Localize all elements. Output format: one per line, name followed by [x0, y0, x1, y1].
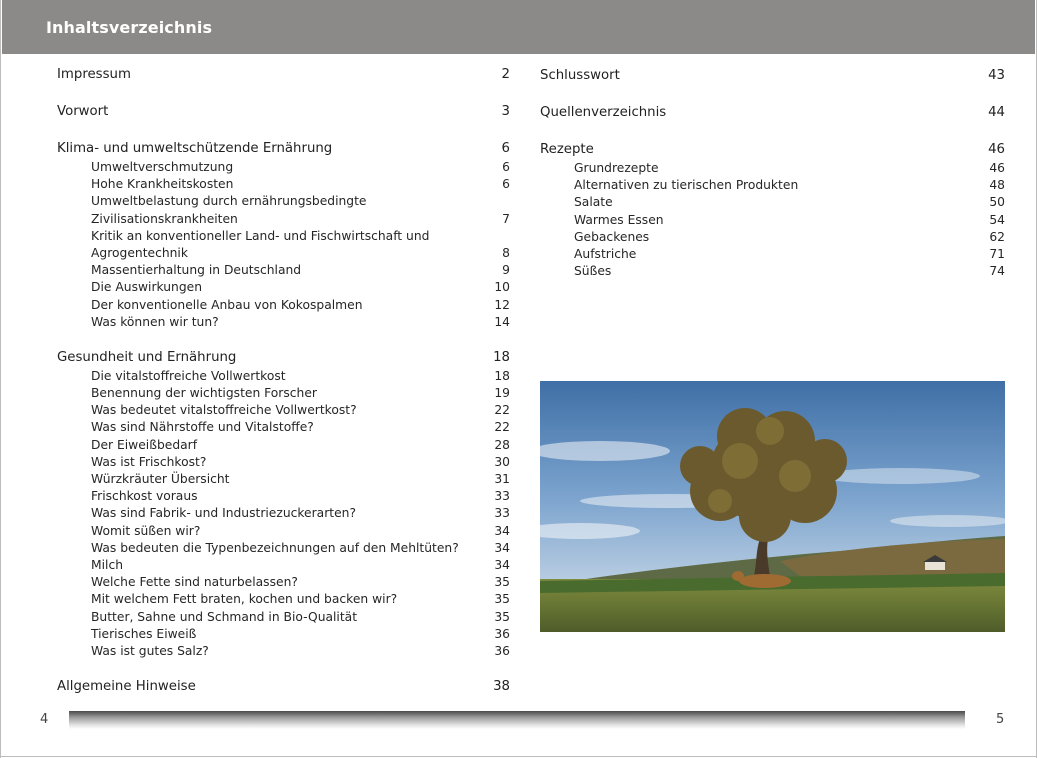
toc-chapter-entry[interactable]: [57, 65, 510, 85]
toc-subentry[interactable]: [540, 160, 1005, 177]
toc-subentry-title: Süßes: [574, 264, 612, 279]
toc-chapter-page: 43: [988, 68, 1005, 83]
toc-subentry[interactable]: [57, 488, 510, 505]
toc-subentry[interactable]: [57, 437, 510, 454]
toc-subentry[interactable]: [540, 263, 1005, 280]
toc-subentry-page: 34: [494, 540, 510, 555]
toc-subentry-page: 36: [494, 626, 510, 641]
page-frame-bottom: [0, 756, 1037, 757]
toc-subentry-page: 8: [502, 245, 510, 260]
toc-subentry-page: 71: [989, 246, 1005, 261]
toc-chapter-title: Allgemeine Hinweise: [57, 679, 196, 695]
toc-section: [57, 65, 510, 85]
toc-subentry-page: 34: [494, 523, 510, 538]
toc-subentry[interactable]: [57, 626, 510, 643]
toc-chapter-title: Vorwort: [57, 104, 109, 119]
toc-subentry-title: Was sind Nährstoffe und Vitalstoffe?: [91, 420, 314, 435]
toc-subentry-page: 35: [494, 592, 510, 607]
toc-subentry-page: 12: [494, 297, 510, 312]
toc-subentry[interactable]: [57, 574, 510, 591]
toc-subentry[interactable]: [540, 177, 1005, 194]
page-frame-left: [0, 0, 1, 758]
toc-subentry-title: Was ist gutes Salz?: [91, 643, 209, 658]
toc-subentry-page: 54: [989, 212, 1005, 227]
toc-subentry[interactable]: [57, 454, 510, 471]
toc-chapter-entry[interactable]: [57, 677, 510, 697]
toc-chapter-title: Schlusswort: [540, 68, 620, 83]
toc-subentry[interactable]: [57, 557, 510, 574]
page-title: Inhaltsverzeichnis: [46, 18, 213, 37]
toc-subentry[interactable]: [57, 245, 510, 262]
toc-subentry-title: Womit süßen wir?: [91, 523, 201, 538]
header-bar: [2, 0, 1035, 54]
toc-chapter-title: Gesundheit und Ernährung: [57, 349, 237, 365]
toc-subentry-title: Kritik an konventioneller Land- und Fischwirtschaft und: [91, 228, 430, 243]
toc-subentry-title: Grundrezepte: [574, 161, 659, 175]
toc-subentry[interactable]: [57, 505, 510, 522]
toc-subentry-title: Benennung der wichtigsten Forscher: [91, 386, 317, 401]
toc-chapter-title: Rezepte: [540, 142, 594, 157]
toc-subentry-page: 6: [502, 177, 510, 192]
toc-chapter-page: 6: [501, 141, 510, 156]
toc-chapter-entry[interactable]: [57, 139, 510, 159]
toc-subentry-page: 22: [494, 403, 510, 418]
toc-section: [540, 66, 1005, 86]
toc-chapter-entry[interactable]: [540, 66, 1005, 86]
toc-subentry-title: Die Auswirkungen: [91, 280, 202, 295]
toc-chapter-page: 18: [493, 349, 510, 365]
toc-subentry-title: Was bedeutet vitalstoffreiche Vollwertkost?: [91, 403, 357, 418]
toc-chapter-page: 44: [988, 105, 1005, 120]
toc-chapter-page: 3: [501, 104, 510, 119]
toc-subentry-page: 33: [494, 506, 510, 521]
toc-subentry-title: Was können wir tun?: [91, 314, 219, 329]
toc-subentry-page: 28: [494, 437, 510, 452]
toc-subentry[interactable]: [540, 212, 1005, 229]
toc-subentry-title: Butter, Sahne und Schmand in Bio-Qualität: [91, 609, 358, 624]
toc-subentry-title: Mit welchem Fett braten, kochen und backen wir?: [91, 592, 398, 607]
toc-subentry[interactable]: [57, 471, 510, 488]
toc-subentry[interactable]: [57, 228, 510, 245]
toc-subentry-page: 48: [989, 178, 1005, 193]
toc-subentry-page: 19: [494, 386, 510, 401]
toc-subentry[interactable]: [57, 609, 510, 626]
toc-subentry[interactable]: [57, 193, 510, 210]
toc-subentry[interactable]: [57, 279, 510, 296]
toc-subentry[interactable]: [540, 246, 1005, 263]
toc-subentry-page: 30: [494, 454, 510, 469]
toc-subentry-page: 9: [502, 263, 510, 278]
toc-subentry-title: Der konventionelle Anbau von Kokospalmen: [91, 297, 363, 312]
toc-subentry-page: 35: [494, 609, 510, 624]
toc-subentry-page: 6: [502, 160, 510, 174]
page-number-left: 4: [40, 712, 49, 727]
toc-subentry[interactable]: [57, 523, 510, 540]
toc-subentry-title: Würzkräuter Übersicht: [91, 472, 230, 486]
toc-subentry-title: Was sind Fabrik- und Industriezuckerarten?: [91, 506, 356, 521]
toc-subentry-title: Was ist Frischkost?: [91, 454, 207, 469]
toc-chapter-entry[interactable]: [540, 140, 1005, 160]
toc-subentry-page: 34: [494, 557, 510, 572]
toc-subentry-page: 36: [494, 643, 510, 658]
toc-subentry-title: Die vitalstoffreiche Vollwertkost: [91, 368, 286, 383]
toc-chapter-entry[interactable]: [540, 103, 1005, 123]
toc-subentry-title: Zivilisationskrankheiten: [91, 211, 238, 226]
toc-subentry[interactable]: [540, 194, 1005, 211]
toc-section: [57, 677, 510, 697]
tree-cow-landscape-image: [540, 381, 1005, 632]
landscape-photo: [540, 381, 1005, 632]
toc-subentry[interactable]: [57, 297, 510, 314]
toc-chapter-title: Quellenverzeichnis: [540, 105, 667, 120]
toc-section: [540, 103, 1005, 123]
toc-subentry-title: Welche Fette sind naturbelassen?: [91, 575, 298, 590]
toc-section: [540, 140, 1005, 280]
toc-subentry[interactable]: [57, 262, 510, 279]
toc-subentry-title: Frischkost voraus: [91, 489, 198, 504]
toc-subentry-page: 50: [989, 195, 1005, 210]
toc-subentry-page: 18: [494, 368, 510, 383]
toc-subentry[interactable]: [57, 368, 510, 385]
toc-subentry[interactable]: [57, 176, 510, 193]
toc-chapter-title: Klima- und umweltschützende Ernährung: [57, 141, 333, 156]
toc-subentry-title: Der Eiweißbedarf: [91, 437, 198, 452]
toc-subentry-title: Umweltverschmutzung: [91, 160, 234, 174]
toc-chapter-title: Impressum: [57, 67, 131, 82]
toc-subentry[interactable]: [57, 402, 510, 419]
toc-subentry-page: 46: [989, 161, 1005, 175]
toc-subentry[interactable]: [57, 211, 510, 228]
toc-subentry-title: Aufstriche: [574, 246, 637, 261]
toc-subentry-page: 33: [494, 489, 510, 504]
page-number-right: 5: [996, 712, 1005, 727]
toc-subentry-title: Massentierhaltung in Deutschland: [91, 263, 302, 278]
toc-chapter-page: 2: [501, 67, 510, 82]
toc-subentry-title: Umweltbelastung durch ernährungsbedingte: [91, 194, 367, 209]
toc-right-column: [540, 66, 1005, 297]
toc-subentry[interactable]: [57, 643, 510, 660]
toc-subentry[interactable]: [57, 385, 510, 402]
toc-subentry-page: 14: [494, 314, 510, 329]
toc-chapter-entry[interactable]: [57, 348, 510, 368]
toc-subentry-page: 35: [494, 575, 510, 590]
toc-section: [57, 348, 510, 660]
toc-subentry[interactable]: [540, 229, 1005, 246]
toc-subentry-page: 31: [494, 472, 510, 486]
toc-subentry-page: 10: [494, 280, 510, 295]
toc-subentry[interactable]: [57, 540, 510, 557]
toc-subentry-title: Warmes Essen: [574, 212, 664, 227]
toc-chapter-entry[interactable]: [57, 102, 510, 122]
toc-section: [57, 139, 510, 331]
toc-left-column: [57, 65, 510, 714]
toc-subentry-title: Hohe Krankheitskosten: [91, 177, 234, 192]
toc-section: [57, 102, 510, 122]
toc-chapter-page: 46: [988, 142, 1005, 157]
toc-subentry-title: Tierisches Eiweiß: [91, 626, 197, 641]
toc-subentry-title: Milch: [91, 557, 123, 572]
toc-subentry-page: 7: [502, 211, 510, 226]
toc-subentry-title: Alternativen zu tierischen Produkten: [574, 178, 799, 193]
toc-subentry-page: 22: [494, 420, 510, 435]
toc-subentry[interactable]: [57, 314, 510, 331]
toc-subentry-title: Agrogentechnik: [91, 245, 188, 260]
toc-subentry[interactable]: [57, 591, 510, 608]
toc-subentry[interactable]: [57, 159, 510, 176]
toc-subentry-title: Gebackenes: [574, 229, 650, 244]
footer-gradient-bar: [69, 711, 965, 729]
toc-subentry-page: 74: [989, 264, 1005, 279]
toc-subentry-title: Was bedeuten die Typenbezeichnungen auf den Mehltüten?: [91, 540, 459, 555]
toc-chapter-page: 38: [493, 679, 510, 695]
toc-subentry-title: Salate: [574, 195, 613, 210]
toc-subentry-page: 62: [989, 229, 1005, 244]
toc-subentry[interactable]: [57, 419, 510, 436]
